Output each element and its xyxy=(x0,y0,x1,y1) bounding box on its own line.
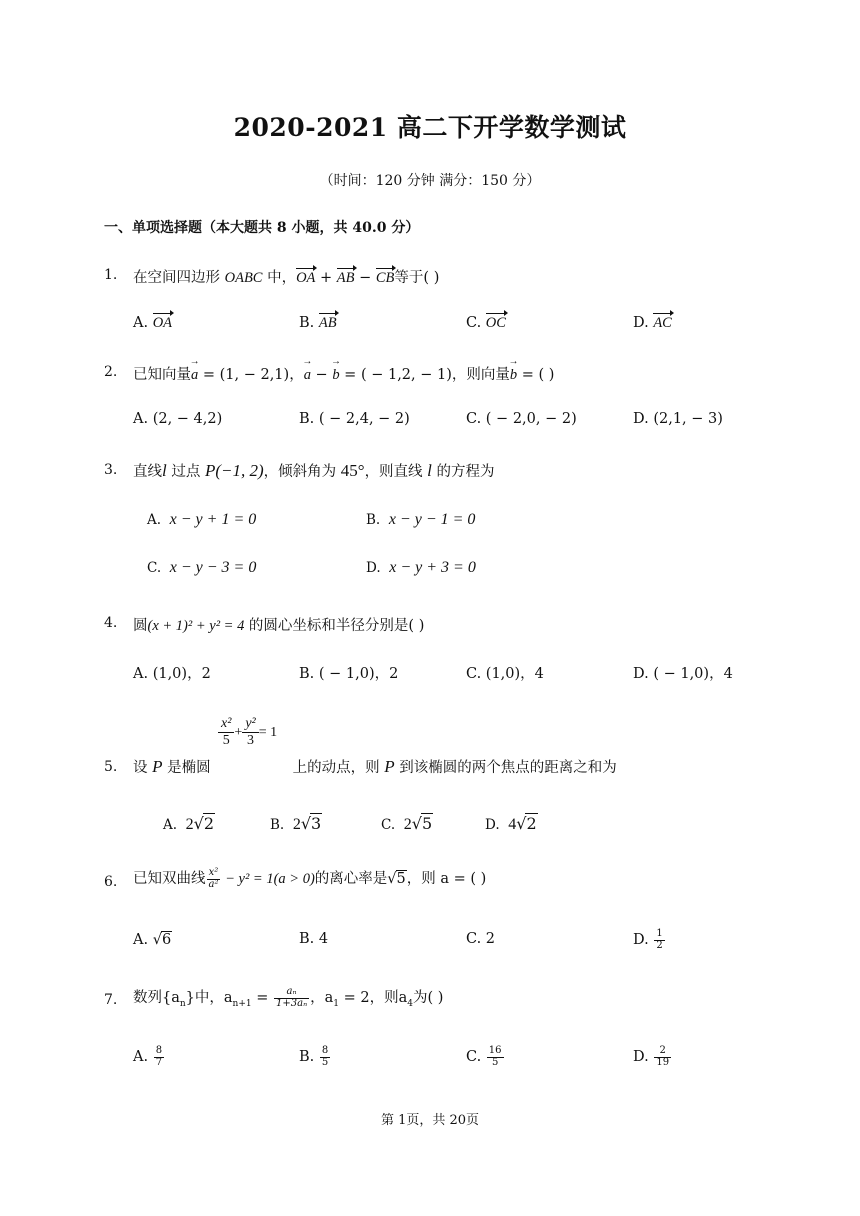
stem-text: = ( − 1,2, − 1)，则向量 xyxy=(339,367,510,383)
numerator: 8 xyxy=(155,1045,163,1056)
option-label: C. xyxy=(147,560,162,576)
question-stem xyxy=(133,460,495,481)
option-label: D. xyxy=(485,817,500,833)
vector-b: b → xyxy=(332,367,339,384)
option-c[interactable] xyxy=(466,1046,505,1068)
option-c[interactable]: C. 2 xyxy=(466,931,496,947)
option-c[interactable] xyxy=(381,813,433,834)
option-value: OC xyxy=(485,315,506,331)
numerator: 2 xyxy=(654,1046,671,1058)
option-label: D. xyxy=(366,560,381,576)
fraction xyxy=(320,1046,330,1068)
page-footer: 第 1页，共 20页 xyxy=(380,1113,480,1128)
option-d[interactable] xyxy=(366,559,476,577)
radicand: 2 xyxy=(203,814,215,833)
option-label: A. xyxy=(163,817,178,833)
stem-shape: OABC xyxy=(224,270,263,286)
option-a[interactable] xyxy=(133,1046,165,1068)
fraction xyxy=(154,1046,164,1068)
option-label: D. xyxy=(633,1049,654,1065)
subscript: n+1 xyxy=(232,998,252,1009)
denominator: 3 xyxy=(247,733,255,749)
radicand: 6 xyxy=(161,932,172,948)
fraction xyxy=(654,1046,671,1068)
vector-b: b → xyxy=(510,367,517,384)
option-label: A. xyxy=(133,1049,153,1065)
sqrt: √2 xyxy=(516,814,537,833)
numerator: 8 xyxy=(321,1045,329,1056)
question-number: 6. xyxy=(104,874,118,890)
stem-text: 在空间四边形 xyxy=(133,270,225,286)
option-a[interactable] xyxy=(163,813,215,834)
stem-text: = 2，则a xyxy=(339,990,408,1006)
sqrt: √5 xyxy=(411,814,433,833)
option-d[interactable]: D. (2,1, − 3) xyxy=(633,411,723,427)
stem-text: 的离心率是 xyxy=(314,871,388,887)
numerator: x² xyxy=(207,868,221,880)
stem-text: 圆 xyxy=(133,618,148,634)
option-b[interactable]: B. ( − 2,4, − 2) xyxy=(299,411,410,427)
line-var: l xyxy=(427,461,432,480)
stem-text: 上的动点，则 xyxy=(292,760,385,776)
stem-text: ，倾斜角为 xyxy=(263,464,341,480)
stem-text: 过点 xyxy=(166,464,205,480)
fraction xyxy=(487,1046,504,1068)
denominator: 7 xyxy=(155,1056,163,1068)
question-stem xyxy=(133,266,439,287)
radicand: 2 xyxy=(526,814,537,833)
option-d[interactable]: D. ( − 1,0)，4 xyxy=(633,666,733,682)
denominator: 1+3aₙ xyxy=(276,997,308,1009)
angle: 45° xyxy=(340,461,365,480)
option-d[interactable] xyxy=(633,1046,672,1068)
option-d[interactable] xyxy=(633,315,672,332)
operator: − xyxy=(354,270,376,286)
question-number: 2. xyxy=(104,364,118,380)
subscript: 1 xyxy=(333,998,340,1009)
coefficient: 2 xyxy=(403,816,412,833)
operator: − xyxy=(310,367,333,383)
stem-text: 等于( ) xyxy=(394,270,440,286)
radicand: 5 xyxy=(421,814,433,833)
vector-a: a → xyxy=(191,367,198,384)
option-a[interactable]: A. (1,0)，2 xyxy=(133,666,211,682)
denominator: 5 xyxy=(491,1056,499,1068)
vector-a: a → xyxy=(304,367,311,384)
stem-text: ，则 a = ( ) xyxy=(406,871,487,887)
sqrt: √2 xyxy=(193,814,215,833)
question-stem xyxy=(133,867,486,890)
option-label: C. xyxy=(466,315,486,331)
question-number: 7. xyxy=(104,992,118,1008)
stem-text: 中， xyxy=(262,270,297,286)
operator: + xyxy=(315,270,337,286)
fraction xyxy=(274,987,309,1009)
exam-info: （时间：120 分钟 满分：150 分） xyxy=(319,173,541,189)
question-stem xyxy=(133,756,617,777)
option-label: A. xyxy=(147,512,162,528)
option-a[interactable] xyxy=(133,931,172,948)
option-label: A. xyxy=(133,315,153,331)
option-value: x − y − 1 = 0 xyxy=(388,511,476,528)
denominator: a² xyxy=(208,878,219,890)
stem-text: }中，a xyxy=(185,990,233,1006)
equals: = xyxy=(251,990,273,1006)
circle-equation: (x + 1)² + y² = 4 xyxy=(147,618,245,634)
fraction xyxy=(218,716,234,749)
sqrt: √3 xyxy=(300,814,322,833)
numerator: 16 xyxy=(488,1045,502,1056)
option-b[interactable]: B. ( − 1,0)，2 xyxy=(299,666,399,682)
option-label: C. xyxy=(381,817,396,833)
ellipse-equation xyxy=(218,716,277,749)
option-b[interactable]: B. 4 xyxy=(299,931,329,947)
fraction xyxy=(242,716,258,749)
option-label: D. xyxy=(633,315,654,331)
vector-oa: OA xyxy=(296,270,316,286)
point-p: P xyxy=(384,757,395,776)
question-number: 3. xyxy=(104,462,118,478)
option-value: AC xyxy=(653,315,672,331)
point-p: P xyxy=(152,757,163,776)
radicand: 5 xyxy=(396,871,406,887)
question-stem xyxy=(133,986,443,1009)
denominator: 5 xyxy=(222,733,230,749)
fraction xyxy=(654,929,664,951)
option-a[interactable] xyxy=(133,315,172,332)
option-b[interactable] xyxy=(366,511,475,529)
question-stem xyxy=(133,363,554,384)
stem-text: 的圆心坐标和半径分别是( ) xyxy=(244,618,425,634)
sqrt: √5 xyxy=(387,871,406,887)
stem-text: 设 xyxy=(133,760,153,776)
option-label: B. xyxy=(366,512,381,528)
vector-ab: AB xyxy=(336,270,355,286)
denominator: 2 xyxy=(656,939,663,951)
sqrt: √6 xyxy=(152,932,172,948)
stem-text: ，则直线 xyxy=(364,464,428,480)
section-heading: 一、单项选择题（本大题共 8 小题，共 40.0 分） xyxy=(104,220,420,236)
radicand: 3 xyxy=(311,814,322,833)
point-p: P(−1, 2) xyxy=(204,461,264,480)
question-number: 1. xyxy=(104,267,118,283)
option-b[interactable] xyxy=(299,315,337,332)
vector-cb: CB xyxy=(375,270,395,286)
option-d[interactable] xyxy=(485,813,538,834)
option-value: OA xyxy=(152,315,173,331)
line-var: l xyxy=(162,461,167,480)
stem-text: 直线 xyxy=(133,464,162,480)
stem-text: 到该椭圆的两个焦点的距离之和为 xyxy=(394,760,617,776)
option-c[interactable]: C. ( − 2,0, − 2) xyxy=(466,411,577,427)
equals: = 1 xyxy=(258,724,278,740)
coefficient: 4 xyxy=(508,816,517,833)
option-c[interactable] xyxy=(147,559,256,577)
numerator: aₙ xyxy=(274,987,309,999)
option-value: x − y + 1 = 0 xyxy=(169,511,257,528)
stem-text: ，a xyxy=(310,990,334,1006)
option-d[interactable] xyxy=(633,929,666,951)
stem-text: 已知双曲线 xyxy=(133,871,206,887)
page-title: 2020-2021 高二下开学数学测试 xyxy=(233,113,627,142)
option-b[interactable] xyxy=(270,813,322,834)
option-label: D. xyxy=(633,932,654,948)
operator: + xyxy=(234,724,243,740)
stem-text: 数列{a xyxy=(133,990,180,1006)
hyperbola-equation: − y² = 1(a > 0) xyxy=(221,871,315,887)
stem-text: 的方程为 xyxy=(431,464,495,480)
option-value: x − y + 3 = 0 xyxy=(389,559,476,576)
option-label: B. xyxy=(299,1049,319,1065)
denominator: 19 xyxy=(656,1056,670,1068)
option-a[interactable]: A. (2, − 4,2) xyxy=(133,411,223,427)
subscript: 4 xyxy=(407,998,413,1009)
option-label: B. xyxy=(299,315,319,331)
numerator: 1 xyxy=(656,928,663,939)
option-label: C. xyxy=(466,1049,486,1065)
option-a[interactable] xyxy=(147,511,256,529)
stem-text: = ( ) xyxy=(517,367,555,383)
option-c[interactable]: C. (1,0)，4 xyxy=(466,666,544,682)
option-value: AB xyxy=(318,315,337,331)
coefficient: 2 xyxy=(292,816,301,833)
stem-text: = (1, − 2,1)， xyxy=(198,367,304,383)
stem-text: 已知向量 xyxy=(133,367,191,383)
stem-text: 是椭圆 xyxy=(162,760,211,776)
numerator: y² xyxy=(242,716,258,733)
option-value: x − y − 3 = 0 xyxy=(169,559,257,576)
option-label: B. xyxy=(270,817,285,833)
denominator: 5 xyxy=(321,1056,329,1068)
option-c[interactable] xyxy=(466,315,506,332)
stem-text: 为( ) xyxy=(413,990,444,1006)
fraction xyxy=(207,868,221,890)
question-number: 4. xyxy=(104,615,118,631)
numerator: x² xyxy=(218,716,234,733)
coefficient: 2 xyxy=(185,816,194,833)
question-stem xyxy=(133,614,424,635)
question-number: 5. xyxy=(104,759,118,775)
option-b[interactable] xyxy=(299,1046,331,1068)
subscript: n xyxy=(179,998,186,1009)
option-label: A. xyxy=(133,932,153,948)
